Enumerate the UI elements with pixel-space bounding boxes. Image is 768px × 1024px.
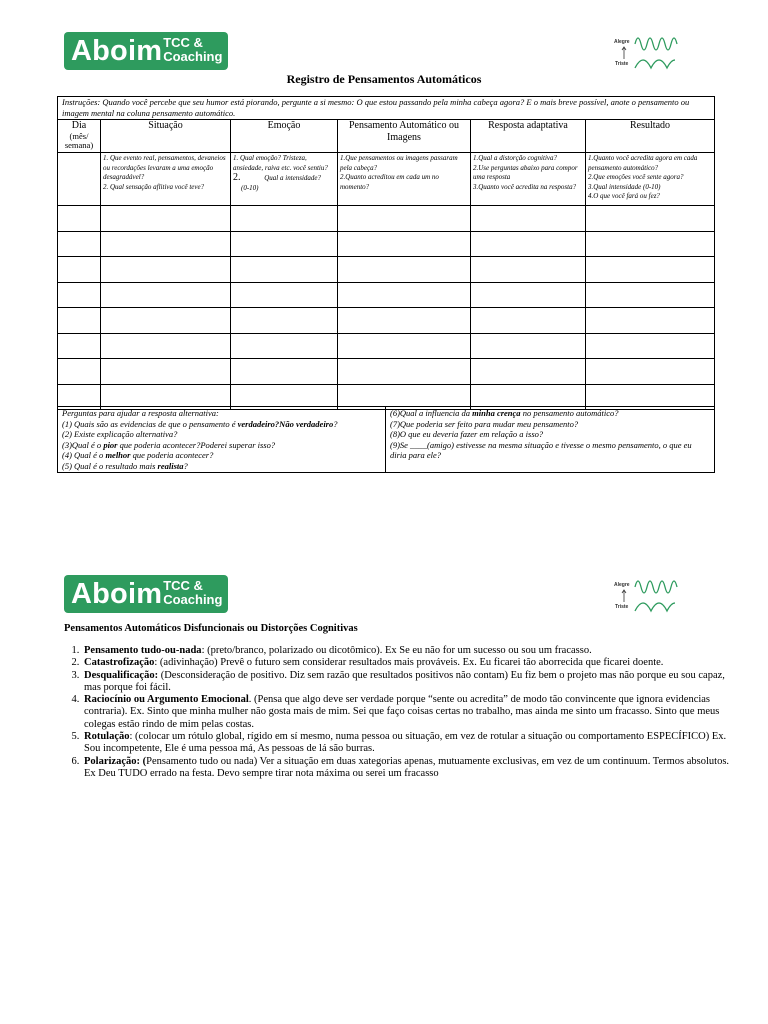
blank-cell[interactable] bbox=[101, 333, 231, 359]
questions-right bbox=[386, 407, 715, 473]
blank-cell[interactable] bbox=[231, 282, 338, 308]
hint-pensamento-1: 1.Que pensamentos ou imagens passaram pela cabeça? bbox=[340, 154, 458, 172]
hint-resultado-2: 2.Que emoções você sente agora? bbox=[588, 173, 684, 181]
hint-pensamento-2: 2.Quanto acreditou em cada um no momento? bbox=[340, 173, 439, 191]
thought-record-table bbox=[57, 96, 715, 410]
hint-situacao-2: 2. Qual sensação aflitiva você teve? bbox=[103, 182, 205, 191]
hint-resposta-1: 1.Qual a distorção cognitiva? bbox=[473, 154, 557, 162]
hint-dia bbox=[58, 153, 101, 206]
hint-resultado bbox=[586, 153, 715, 206]
blank-cell[interactable] bbox=[58, 333, 101, 359]
blank-cell[interactable] bbox=[101, 282, 231, 308]
header-resposta: Resposta adaptativa bbox=[471, 120, 586, 153]
blank-cell[interactable] bbox=[231, 257, 338, 283]
distortions-list bbox=[64, 645, 742, 780]
table-row bbox=[58, 282, 715, 308]
mood-label-top: Alegre bbox=[614, 582, 630, 588]
blank-cell[interactable] bbox=[338, 231, 471, 257]
list-item: 1. Pensamento tudo-ou-nada: (preto/branco, polarizado ou dicotômico). Ex Se eu não for um sucesso ou sou um fracasso. bbox=[82, 645, 742, 657]
blank-cell[interactable] bbox=[231, 333, 338, 359]
blank-cell[interactable] bbox=[586, 206, 715, 232]
question-6: (6)Qual a influencia da minha crença no pensamento automático? bbox=[390, 408, 619, 418]
blank-cell[interactable] bbox=[58, 206, 101, 232]
blank-cell[interactable] bbox=[58, 282, 101, 308]
blank-cell[interactable] bbox=[471, 206, 586, 232]
blank-cell[interactable] bbox=[58, 359, 101, 385]
blank-cell[interactable] bbox=[586, 359, 715, 385]
question-5: (5) Qual é o resultado mais realista? bbox=[62, 460, 188, 471]
blank-cell[interactable] bbox=[338, 308, 471, 334]
blank-cell[interactable] bbox=[101, 231, 231, 257]
hint-resultado-1: 1.Quanto você acredita agora em cada pensamento automático? bbox=[588, 154, 698, 172]
blank-cell[interactable] bbox=[338, 333, 471, 359]
question-4: (4) Qual é o melhor que poderia acontecer? bbox=[62, 450, 214, 460]
blank-cell[interactable] bbox=[58, 308, 101, 334]
mood-wave-icon bbox=[613, 575, 679, 615]
blank-cell[interactable] bbox=[471, 333, 586, 359]
logo-line2: Coaching bbox=[163, 592, 223, 607]
hint-resposta-3: 3.Quanto você acredita na resposta? bbox=[473, 182, 577, 191]
page-title: Registro de Pensamentos Automáticos bbox=[286, 72, 482, 86]
blank-cell[interactable] bbox=[586, 282, 715, 308]
mood-label-bottom: Triste bbox=[615, 61, 629, 67]
blank-cell[interactable] bbox=[58, 231, 101, 257]
logo-line1: TCC & bbox=[163, 35, 203, 50]
blank-cell[interactable] bbox=[586, 257, 715, 283]
blank-cell[interactable] bbox=[586, 231, 715, 257]
blank-cell[interactable] bbox=[338, 206, 471, 232]
blank-cell[interactable] bbox=[471, 231, 586, 257]
list-item: 2. Catastrofização: (adivinhação) Prevê o futuro sem considerar resultados mais prováveis. Ex. Eu ficarei tão aborrecida que ficarei doente. bbox=[82, 657, 742, 669]
logo-line1: TCC & bbox=[163, 578, 203, 593]
logo-subtitle bbox=[163, 579, 222, 607]
table-row bbox=[58, 333, 715, 359]
blank-cell[interactable] bbox=[101, 308, 231, 334]
question-2: (2) Existe explicação alternativa? bbox=[62, 429, 178, 439]
blank-cell[interactable] bbox=[338, 257, 471, 283]
blank-cell[interactable] bbox=[471, 282, 586, 308]
question-1: (1) Quais são as evidencias de que o pensamento é verdadeiro?Não verdadeiro? bbox=[62, 418, 338, 429]
question-8: (8)O que eu deveria fazer em relação a isso? bbox=[390, 429, 544, 439]
mood-label-top: Alegre bbox=[614, 39, 630, 45]
instructions: Instruções: Quando você percebe que seu humor está piorando, pergunte a si mesmo: O que estou passando pela minha cabeça agora? E o mais breve possível, anote o pensamento ou imagem mental na coluna pensamento automático. bbox=[58, 97, 715, 120]
logo bbox=[64, 32, 228, 70]
header-dia bbox=[58, 120, 101, 153]
hint-emocao-1: 1. Qual emoção? Tristeza, ansiedade, raiva etc. você sentiu? bbox=[233, 154, 328, 172]
blank-cell[interactable] bbox=[471, 359, 586, 385]
hint-situacao bbox=[101, 153, 231, 206]
question-9: (9)Se ____(amigo) estivesse na mesma situação e tivesse o mesmo pensamento, o que eu diria para ele? bbox=[390, 439, 692, 460]
blank-cell[interactable] bbox=[231, 231, 338, 257]
distortions-title: Pensamentos Automáticos Disfuncionais ou Distorções Cognitivas bbox=[64, 623, 358, 634]
question-7: (7)Que poderia ser feito para mudar meu pensamento? bbox=[390, 418, 579, 429]
mood-label-bottom: Triste bbox=[615, 604, 629, 610]
blank-cell[interactable] bbox=[586, 308, 715, 334]
question-3: (3)Qual é o pior que poderia acontecer?Poderei superar isso? bbox=[62, 439, 276, 450]
logo-page2 bbox=[64, 575, 228, 613]
header-dia-sub: (mês/ semana) bbox=[64, 131, 94, 150]
hint-situacao-1: 1. Que evento real, pensamentos, devaneios ou recordações levaram a uma emoção desagradável? bbox=[103, 154, 226, 181]
questions-left bbox=[58, 407, 386, 473]
logo-subtitle bbox=[163, 36, 222, 64]
table-row bbox=[58, 308, 715, 334]
blank-cell[interactable] bbox=[101, 206, 231, 232]
blank-cell[interactable] bbox=[231, 206, 338, 232]
header-resultado: Resultado bbox=[586, 120, 715, 153]
hint-resultado-4: 4.O que você fará ou fez? bbox=[588, 192, 660, 200]
header-emocao: Emoção bbox=[231, 120, 338, 153]
header-pensamento: Pensamento Automático ou Imagens bbox=[338, 120, 471, 153]
questions-heading: Perguntas para ajudar a resposta alternativa: bbox=[62, 408, 219, 418]
header-situacao: Situação bbox=[101, 120, 231, 153]
blank-cell[interactable] bbox=[101, 257, 231, 283]
logo-name: Aboim bbox=[71, 34, 163, 67]
hint-resposta bbox=[471, 153, 586, 206]
hint-pensamento bbox=[338, 153, 471, 206]
table-row bbox=[58, 231, 715, 257]
list-item: 5. Rotulação: (colocar um rótulo global, rígido em sí mesmo, numa pessoa ou situação, em vez de rotular a situação ou comportamento ESPECÍFICO) Ex. Sou incompetente, Ele é uma pessoa má, As pessoas de lá são burras. bbox=[82, 731, 742, 756]
blank-cell[interactable] bbox=[586, 333, 715, 359]
hint-emocao-2: 2. bbox=[233, 172, 241, 183]
hint-resposta-2: 2.Use perguntas abaixo para compor uma resposta bbox=[473, 163, 578, 181]
header-dia-label: Dia bbox=[71, 120, 87, 131]
blank-cell[interactable] bbox=[231, 359, 338, 385]
hint-resultado-3: 3.Qual intensidade (0-10) bbox=[588, 182, 661, 191]
logo-line2: Coaching bbox=[163, 49, 223, 64]
table-row bbox=[58, 359, 715, 385]
hint-emocao-intensity: Qual a intensidade? bbox=[264, 174, 322, 182]
table-row bbox=[58, 257, 715, 283]
list-item: 3. Desqualificação: (Desconsideração de positivo. Diz sem razão que resultados positivos não contam) Eu fiz bem o projeto mas não porque eu sou capaz, mas porque foi fácil. bbox=[82, 670, 742, 695]
logo-name: Aboim bbox=[71, 577, 163, 610]
blank-cell[interactable] bbox=[471, 257, 586, 283]
mood-wave-icon bbox=[613, 32, 679, 72]
blank-cell[interactable] bbox=[338, 282, 471, 308]
questions-table bbox=[57, 406, 715, 473]
hint-emocao-scale: (0-10) bbox=[241, 183, 259, 192]
table-row bbox=[58, 206, 715, 232]
blank-cell[interactable] bbox=[101, 359, 231, 385]
list-item: 6. Polarização: (Pensamento tudo ou nada) Ver a situação em duas xategorias apenas, mutuamente exclusivas, em vez de um continuum. Termos absolutos. Ex Deu TUDO errado na festa. Devo sempre tirar nota máxima ou serei um fracasso bbox=[82, 756, 742, 781]
blank-cell[interactable] bbox=[338, 359, 471, 385]
blank-cell[interactable] bbox=[231, 308, 338, 334]
blank-cell[interactable] bbox=[471, 308, 586, 334]
list-item: 4. Raciocínio ou Argumento Emocional. (Pensa que algo deve ser verdade porque “sente ou acredita” de modo tão convincente que ignora evidencias contraria). Ex. Sinto que minha mulher não gosta mais de mim. Sei que faço coisas certas no trabalho, mas ainda me sinto um fracasso. Sinto que meus colegas estão rindo de mim pelas costas. bbox=[82, 694, 742, 731]
hint-emocao bbox=[231, 153, 338, 206]
blank-cell[interactable] bbox=[58, 257, 101, 283]
